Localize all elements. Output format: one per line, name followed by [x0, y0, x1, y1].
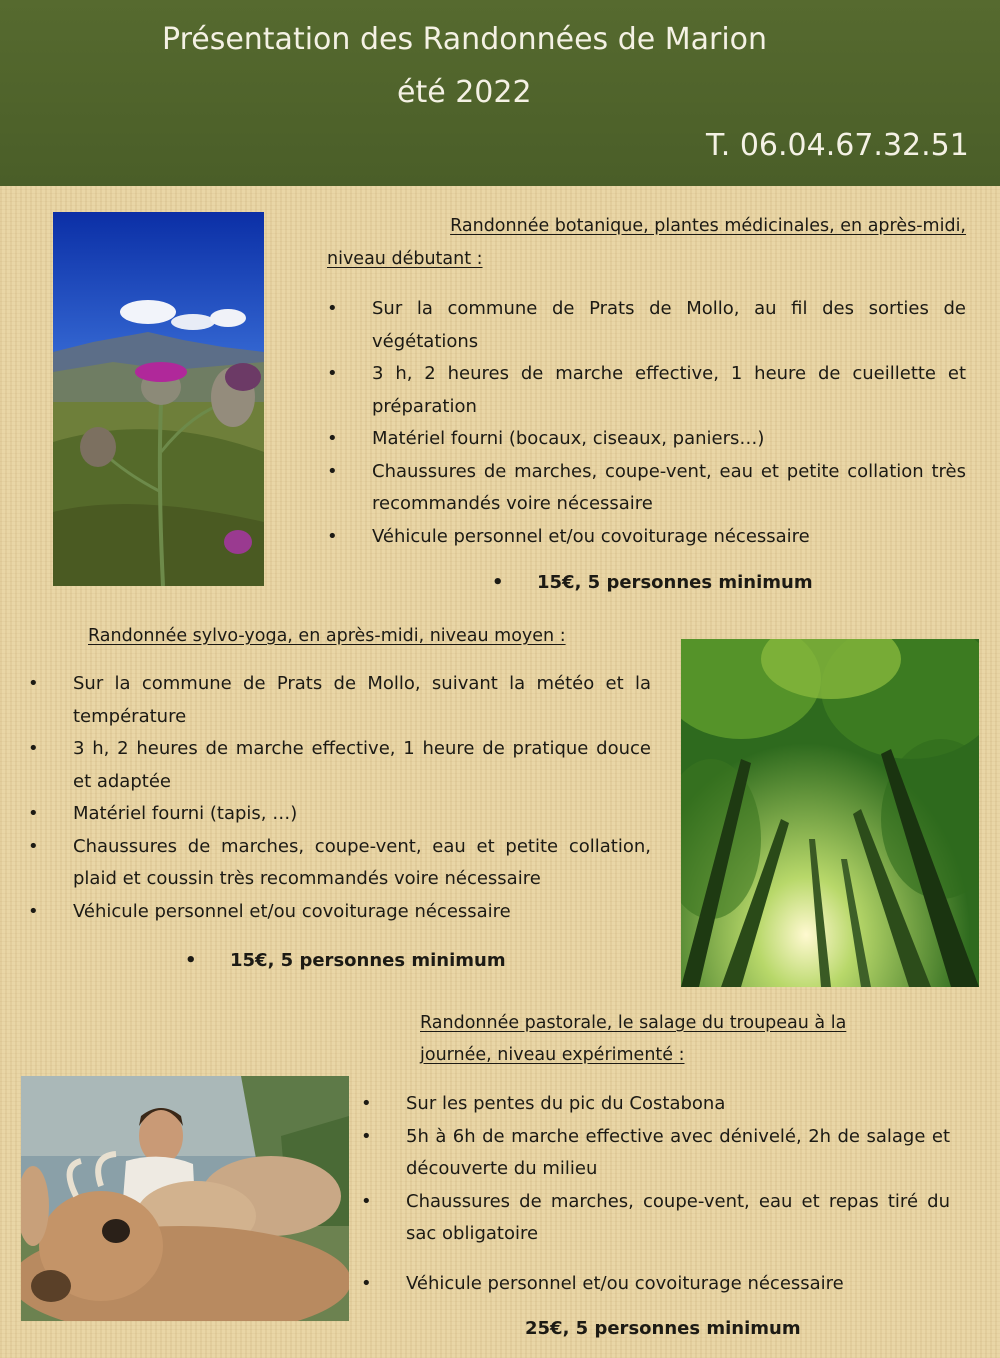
page-header: [0, 0, 1000, 186]
list-item: • Chaussures de marches, coupe-vent, eau et repas tiré du sac obligatoire: [361, 1190, 950, 1244]
section-3-price: 25€, 5 personnes minimum: [525, 1318, 801, 1339]
page-title: Présentation des Randonnées de Marion: [162, 22, 768, 57]
section-3-title-line2: journée, niveau expérimenté :: [420, 1045, 685, 1065]
list-item: • Véhicule personnel et/ou covoiturage nécessaire: [327, 525, 810, 547]
forest-canopy-photo: [681, 639, 979, 987]
section-1-title: Randonnée botanique, plantes médicinales, en après-midi,: [450, 216, 966, 236]
section-1-title-line2: niveau débutant :: [327, 249, 483, 269]
section-1-price: • 15€, 5 personnes minimum: [492, 572, 813, 593]
phone-number: T. 06.04.67.32.51: [706, 128, 969, 163]
list-item: • Sur la commune de Prats de Mollo, suivant la météo et la température: [28, 673, 651, 727]
thistle-mountain-photo: [53, 212, 264, 586]
list-item: • Sur les pentes du pic du Costabona: [361, 1093, 726, 1114]
list-item: • Sur la commune de Prats de Mollo, au fil des sorties de végétations: [327, 298, 966, 352]
section-3-title: Randonnée pastorale, le salage du troupeau à la: [420, 1013, 847, 1033]
section-2-price: • 15€, 5 personnes minimum: [185, 950, 506, 971]
section-2-list: [28, 668, 651, 928]
list-item: • 5h à 6h de marche effective avec dénivelé, 2h de salage et découverte du milieu: [361, 1125, 950, 1179]
list-item: • Véhicule personnel et/ou covoiturage nécessaire: [28, 900, 511, 922]
list-item: • 3 h, 2 heures de marche effective, 1 heure de cueillette et préparation: [327, 363, 966, 417]
section-3-list: [361, 1088, 950, 1300]
list-item: • Chaussures de marches, coupe-vent, eau et petite collation très recommandés voire nécessaire: [327, 460, 966, 514]
section-2-title: Randonnée sylvo-yoga, en après-midi, niveau moyen :: [88, 626, 566, 646]
list-item: • 3 h, 2 heures de marche effective, 1 heure de pratique douce et adaptée: [28, 738, 651, 792]
page-subtitle: été 2022: [397, 75, 532, 110]
list-item: • Véhicule personnel et/ou covoiturage nécessaire: [361, 1272, 844, 1294]
list-item: • Matériel fourni (tapis, …): [28, 803, 298, 824]
list-item: • Matériel fourni (bocaux, ciseaux, paniers…): [327, 428, 765, 449]
list-item: • Chaussures de marches, coupe-vent, eau et petite collation, plaid et coussin très recommandés voire nécessaire: [28, 835, 651, 889]
woman-with-cows-photo: [21, 1076, 349, 1321]
section-1-list: [327, 293, 966, 553]
